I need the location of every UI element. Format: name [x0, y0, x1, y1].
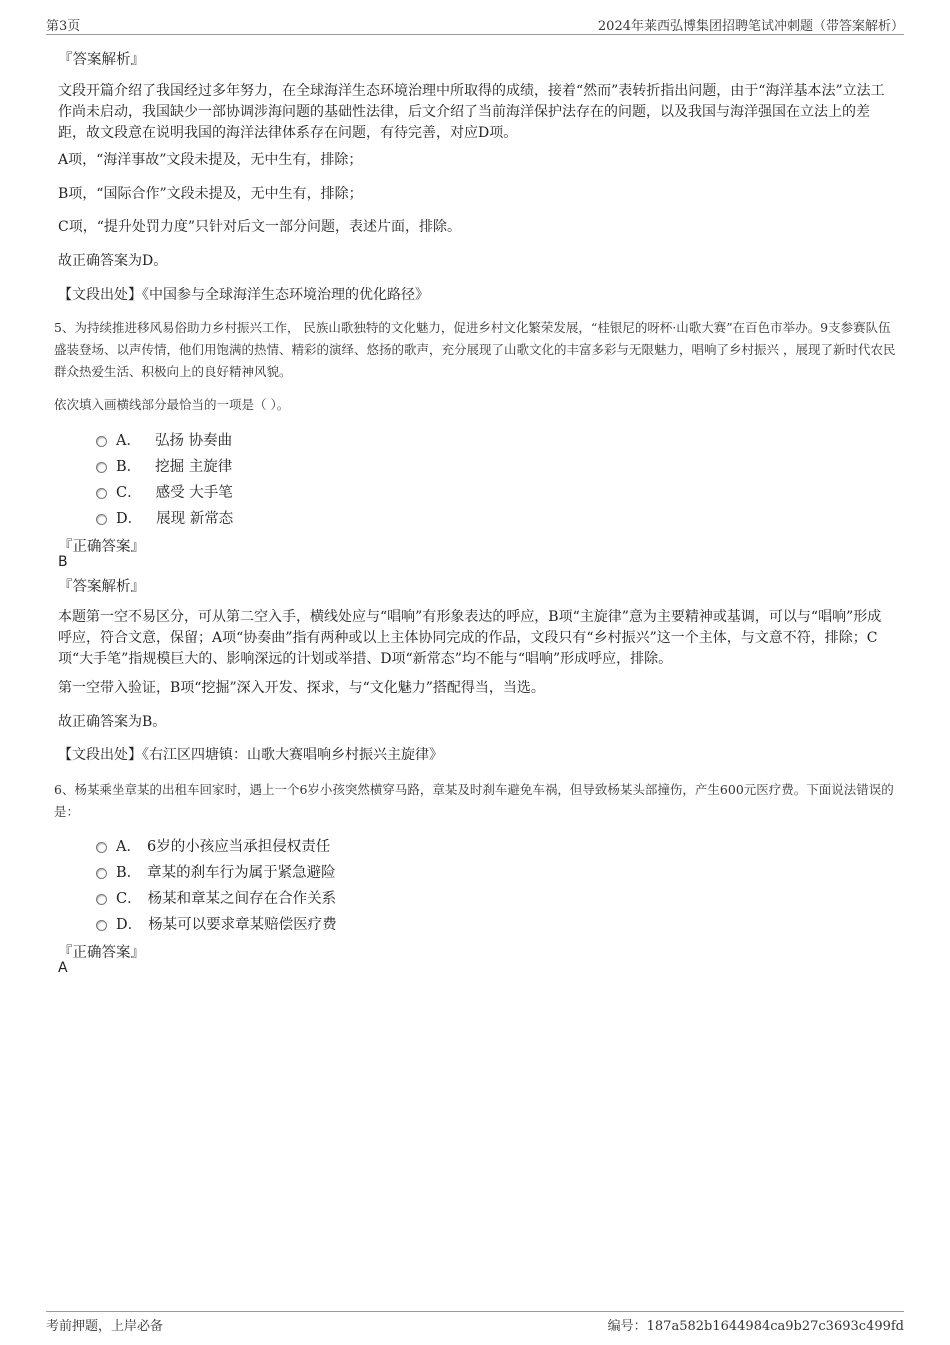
document-title: 2024年莱西弘博集团招聘笔试冲刺题（带答案解析） — [597, 19, 904, 34]
page-number: 第3页 — [46, 19, 81, 34]
radio-icon[interactable] — [96, 894, 107, 905]
option-b[interactable]: B． 章某的刹车行为属于紧急避险 — [96, 860, 336, 882]
option-c[interactable]: C． 杨某和章某之间存在合作关系 — [96, 886, 336, 908]
radio-icon[interactable] — [96, 436, 107, 447]
option-c[interactable]: C． 感受 大手笔 — [96, 480, 233, 502]
answer-label: 『正确答案』 — [58, 945, 145, 961]
radio-icon[interactable] — [96, 462, 107, 473]
answer-value: B — [58, 554, 68, 570]
option-d[interactable]: D． 展现 新常态 — [96, 506, 233, 528]
analysis-item-b: B项，“国际合作”文段未提及，无中生有，排除； — [58, 186, 363, 202]
question-instruction: 依次填入画横线部分最恰当的一项是（ ）。 — [54, 397, 290, 412]
footer-slogan: 考前押题，上岸必备 — [46, 1319, 164, 1334]
radio-icon[interactable] — [96, 488, 107, 499]
radio-icon[interactable] — [96, 842, 107, 853]
radio-icon[interactable] — [96, 868, 107, 879]
analysis-label: 『答案解析』 — [58, 52, 145, 68]
analysis-text: 文段开篇介绍了我国经过多年努力，在全球海洋生态环境治理中所取得的成绩，接着“然而”表转折指出问题，由于“海洋基本法”立法工作尚未启动，我国缺少一部协调涉海问题的基础性法律，后文介绍了当前海洋保护法存在的问题，以及我国与海洋强国在立法上的差距，故文段意在说明我国的海洋法律体系存在问题，有待完善，对应D项。 — [58, 83, 885, 141]
answer-value: A — [58, 960, 68, 976]
question-stem: 6、杨某乘坐章某的出租车回家时，遇上一个6岁小孩突然横穿马路，章某及时刹车避免车祸，但导致杨某头部撞伤，产生600元医疗费。下面说法错误的是： — [54, 782, 894, 819]
conclusion: 故正确答案为B。 — [58, 714, 167, 730]
option-a[interactable]: A． 6岁的小孩应当承担侵权责任 — [96, 834, 330, 856]
page-footer — [46, 1311, 904, 1336]
question-stem: 5、为持续推进移风易俗助力乡村振兴工作， 民族山歌独特的文化魅力，促进乡村文化繁荣发展，“桂银尼的呀杯·山歌大赛”在百色市举办。9支参赛队伍盛装登场、以声传情，他们用饱满的热情、精彩的演绎、悠扬的歌声，充分展现了山歌文化的丰富多彩与无限魅力，唱响了乡村振兴 ，展现了新时代农民群众热爱生活、积极向上的良好精神风貌。 — [54, 320, 896, 379]
option-b[interactable]: B． 挖掘 主旋律 — [96, 454, 232, 476]
document-id: 编号：187a582b1644984ca9b27c3693c499fd — [607, 1319, 904, 1334]
answer-label: 『正确答案』 — [58, 539, 145, 555]
radio-icon[interactable] — [96, 920, 107, 931]
analysis-item-c: C项，“提升处罚力度”只针对后文一部分问题，表述片面，排除。 — [58, 219, 462, 235]
analysis-label: 『答案解析』 — [58, 579, 145, 595]
analysis-text: 本题第一空不易区分，可从第二空入手，横线处应与“唱响”有形象表达的呼应，B项“主旋律”意为主要精神或基调，可以与“唱响”形成呼应，符合文意，保留；A项“协奏曲”指有两种或以上主体协同完成的作品，文段只有“乡村振兴”这一个主体，与文意不符，排除；C项“大手笔”指规模巨大的、影响深远的计划或举措、D项“新常态”均不能与“唱响”形成呼应，排除。 — [58, 609, 882, 667]
option-d[interactable]: D． 杨某可以要求章某赔偿医疗费 — [96, 912, 337, 934]
source: 【文段出处】《右江区四塘镇：山歌大赛唱响乡村振兴主旋律》 — [58, 747, 443, 763]
analysis-item-a: A项，“海洋事故”文段未提及，无中生有，排除； — [58, 152, 363, 168]
option-a[interactable]: A． 弘扬 协奏曲 — [96, 428, 232, 450]
source: 【文段出处】《中国参与全球海洋生态环境治理的优化路径》 — [58, 287, 429, 303]
conclusion: 故正确答案为D。 — [58, 253, 168, 269]
analysis-verify: 第一空带入验证，B项“挖掘”深入开发、探求，与“文化魅力”搭配得当，当选。 — [58, 680, 545, 696]
radio-icon[interactable] — [96, 514, 107, 525]
page-header — [46, 14, 904, 35]
